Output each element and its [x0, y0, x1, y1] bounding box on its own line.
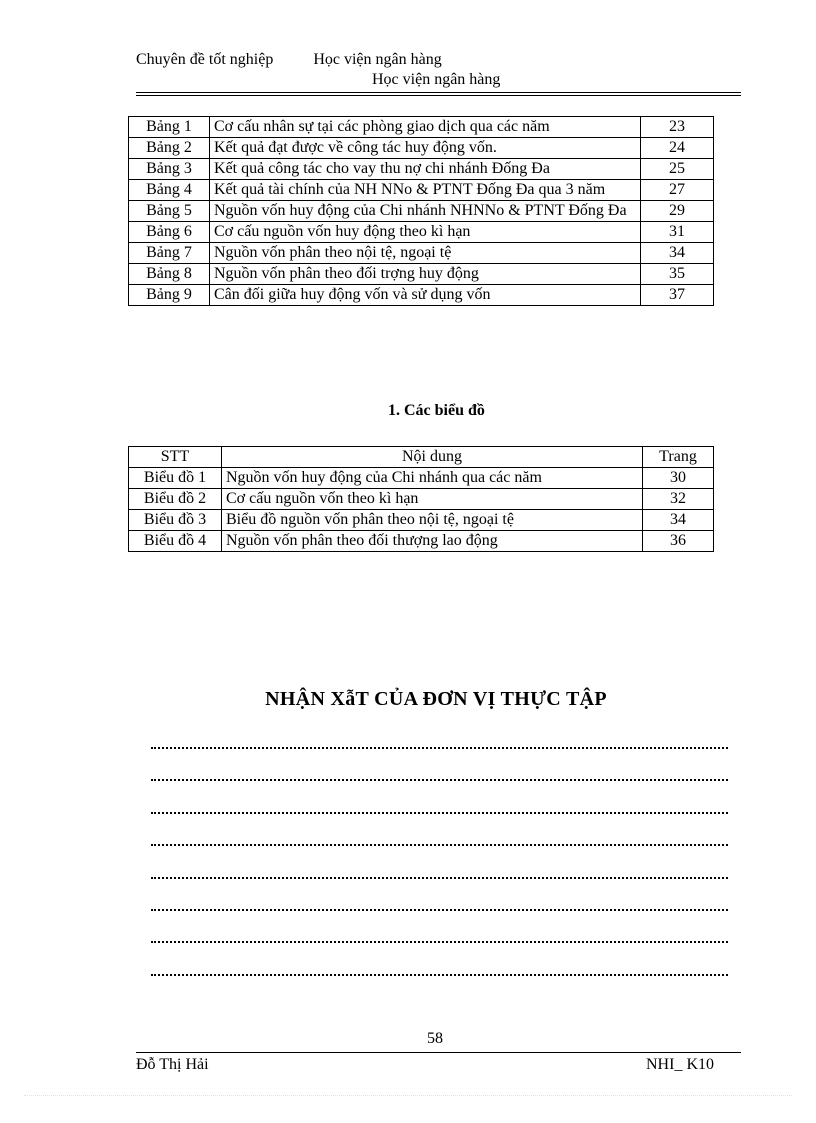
evaluation-title: NHẬN XẫT CỦA ĐƠN VỊ THỰC TẬP [265, 688, 607, 710]
table-row [129, 222, 714, 243]
header-page: Trang [643, 447, 714, 468]
row-content: Nguồn vốn huy động của Chi nhánh NHNNo & PTNT Đống Đa [210, 201, 641, 222]
row-content: Kết quả công tác cho vay thu nợ chi nhánh Đống Đa [210, 159, 641, 180]
row-content: Biểu đồ nguồn vốn phân theo nội tệ, ngoại tệ [222, 510, 643, 531]
header-institution: Học viện ngân hàng [372, 71, 501, 88]
row-content: Kết quả tài chính của NH NNo & PTNT Đống Đa qua 3 năm [210, 180, 641, 201]
row-page: 27 [641, 180, 714, 201]
page-number: 58 [427, 1030, 443, 1047]
row-id: Bảng 1 [129, 117, 210, 138]
table-row [129, 201, 714, 222]
row-content: Kết quả đạt được về công tác huy động vốn. [210, 138, 641, 159]
dotted-blank-line [151, 844, 728, 846]
header-doc-type: Chuyên đề tốt nghiệp [136, 51, 274, 68]
footer-rule [136, 1052, 741, 1053]
row-page: 32 [643, 489, 714, 510]
row-id: Bảng 8 [129, 264, 210, 285]
row-id: Bảng 2 [129, 138, 210, 159]
dotted-blank-line [151, 877, 728, 879]
row-page: 37 [641, 285, 714, 306]
row-id: Biểu đồ 4 [129, 531, 222, 552]
dotted-blank-line [151, 941, 728, 943]
row-content: Nguồn vốn phân theo đối trợng huy động [210, 264, 641, 285]
table-row [129, 243, 714, 264]
row-page: 34 [643, 510, 714, 531]
charts-section-title: 1. Các biểu đồ [388, 402, 485, 419]
table-row [129, 264, 714, 285]
row-id: Bảng 3 [129, 159, 210, 180]
row-content: Cơ cấu nguồn vốn huy động theo kì hạn [210, 222, 641, 243]
header-rule [136, 92, 741, 93]
footer-class-code: NHI_ K10 [646, 1056, 714, 1073]
row-page: 24 [641, 138, 714, 159]
row-content: Nguồn vốn phân theo đối thượng lao động [222, 531, 643, 552]
table-row [129, 510, 714, 531]
table-row [129, 159, 714, 180]
header-left [136, 51, 442, 69]
row-id: Biểu đồ 3 [129, 510, 222, 531]
table-row [129, 468, 714, 489]
header-institution-inline: Học viện ngân hàng [313, 51, 442, 68]
table-row [129, 285, 714, 306]
header-stt: STT [129, 447, 222, 468]
row-page: 29 [641, 201, 714, 222]
row-page: 34 [641, 243, 714, 264]
table-row [129, 180, 714, 201]
row-page: 30 [643, 468, 714, 489]
row-content: Cơ cấu nguồn vốn theo kì hạn [222, 489, 643, 510]
row-page: 25 [641, 159, 714, 180]
table-row [129, 138, 714, 159]
tables-list [128, 116, 714, 306]
table-row [129, 117, 714, 138]
row-id: Bảng 9 [129, 285, 210, 306]
row-id: Bảng 5 [129, 201, 210, 222]
page-bottom-edge [24, 1095, 792, 1096]
row-content: Nguồn vốn phân theo nội tệ, ngoại tệ [210, 243, 641, 264]
charts-list-header [129, 447, 714, 468]
dotted-blank-line [151, 909, 728, 911]
row-id: Bảng 4 [129, 180, 210, 201]
table-row [129, 489, 714, 510]
row-content: Nguồn vốn huy động của Chi nhánh qua các năm [222, 468, 643, 489]
row-page: 31 [641, 222, 714, 243]
row-content: Cơ cấu nhân sự tại các phòng giao dịch qua các năm [210, 117, 641, 138]
dotted-blank-line [151, 747, 728, 749]
row-id: Bảng 6 [129, 222, 210, 243]
row-content: Cân đối giữa huy động vốn và sử dụng vốn [210, 285, 641, 306]
dotted-blank-line [151, 779, 728, 781]
dotted-blank-line [151, 812, 728, 814]
header-rule-double [136, 95, 741, 96]
table-row [129, 531, 714, 552]
row-page: 23 [641, 117, 714, 138]
header-content: Nội dung [222, 447, 643, 468]
row-page: 35 [641, 264, 714, 285]
row-page: 36 [643, 531, 714, 552]
row-id: Biểu đồ 2 [129, 489, 222, 510]
dotted-blank-line [151, 974, 728, 976]
charts-list [128, 446, 714, 552]
row-id: Biểu đồ 1 [129, 468, 222, 489]
row-id: Bảng 7 [129, 243, 210, 264]
footer-author: Đỗ Thị Hải [136, 1056, 209, 1073]
